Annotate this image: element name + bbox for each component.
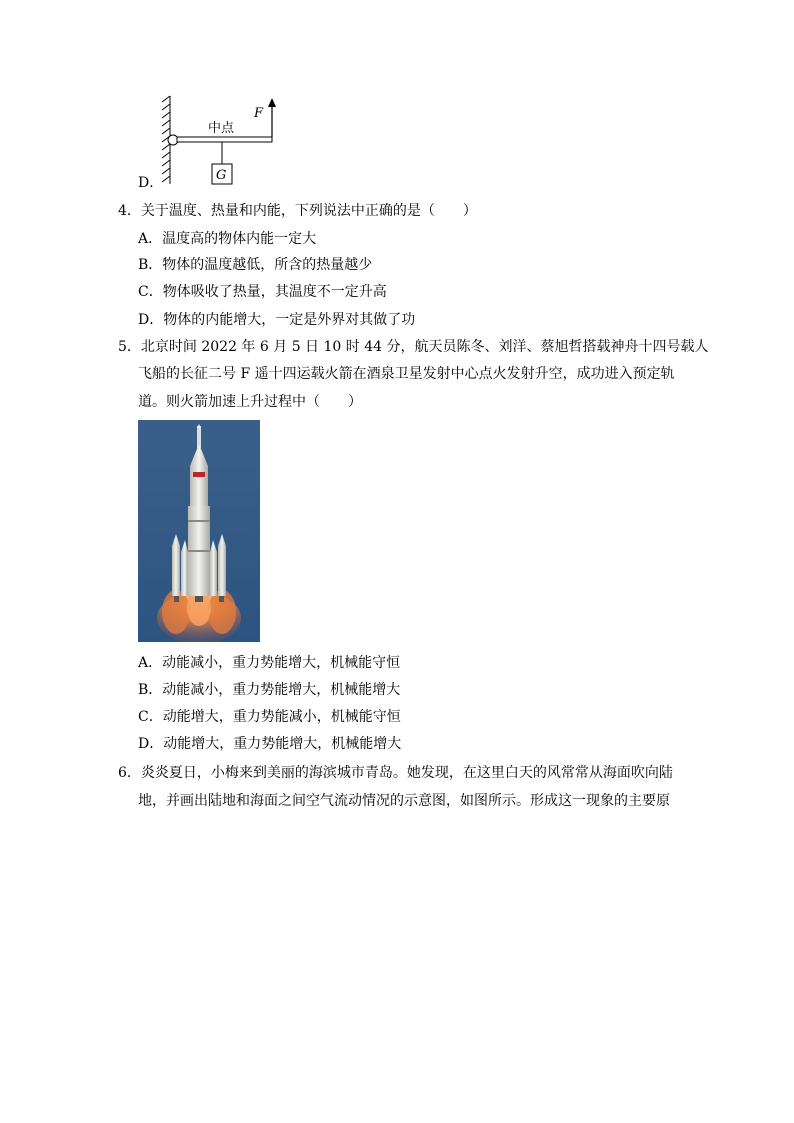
q4-option-c: C．物体吸收了热量，其温度不一定升高 bbox=[138, 284, 387, 300]
lever-diagram bbox=[150, 92, 290, 192]
q5-stem-line-3: 道。则火箭加速上升过程中（ ） bbox=[138, 394, 362, 410]
q5-option-b: B．动能减小，重力势能增大，机械能增大 bbox=[138, 682, 401, 698]
midpoint-label: 中点 bbox=[208, 121, 235, 136]
q6-stem-line-2: 地，并画出陆地和海面之间空气流动情况的示意图，如图所示。形成这一现象的主要原 bbox=[138, 793, 670, 809]
q5-option-d: D．动能增大，重力势能增大，机械能增大 bbox=[138, 736, 402, 752]
q4-stem: 4．关于温度、热量和内能，下列说法中正确的是（ ） bbox=[118, 203, 477, 219]
q4-option-b: B．物体的温度越低，所含的热量越少 bbox=[138, 257, 373, 273]
q6-stem-line-1: 6．炎炎夏日，小梅来到美丽的海滨城市青岛。她发现，在这里白天的风常常从海面吹向陆 bbox=[118, 765, 673, 781]
q5-option-c: C．动能增大，重力势能减小，机械能守恒 bbox=[138, 709, 401, 725]
rocket-photo bbox=[138, 420, 260, 642]
force-arrowhead bbox=[268, 98, 276, 107]
q5-stem-line-2: 飞船的长征二号 F 遥十四运载火箭在酒泉卫星发射中心点火发射升空，成功进入预定轨 bbox=[138, 366, 675, 382]
lever-bar bbox=[177, 137, 272, 142]
q4-option-d: D．物体的内能增大，一定是外界对其做了功 bbox=[138, 312, 416, 328]
q5-option-a: A．动能减小，重力势能增大，机械能守恒 bbox=[138, 655, 401, 671]
q4-option-a: A．温度高的物体内能一定大 bbox=[138, 231, 317, 247]
q5-stem-line-1: 5．北京时间 2022 年 6 月 5 日 10 时 44 分，航天员陈冬、刘洋、蔡旭哲搭载神舟十四号载人 bbox=[118, 339, 709, 355]
force-label: F bbox=[254, 106, 264, 121]
q3-option-d-label: D． bbox=[138, 175, 164, 191]
weight-label: G bbox=[216, 168, 227, 183]
